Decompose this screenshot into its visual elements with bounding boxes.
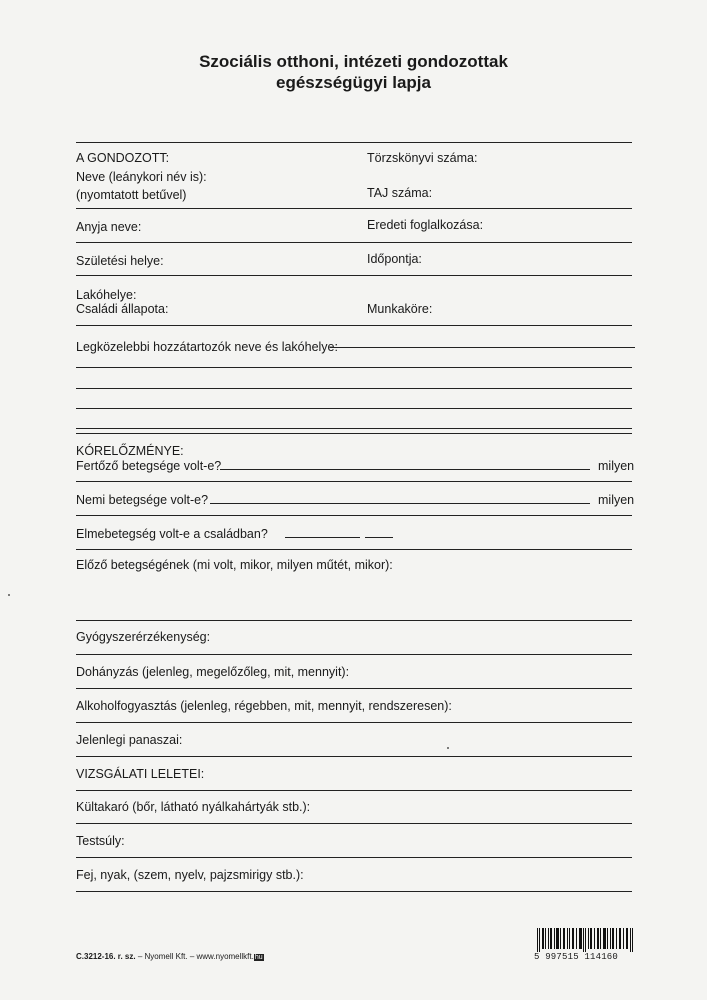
- field-rule: [76, 722, 632, 723]
- previous-illness-label: Előző betegségének (mi volt, mikor, milyen műtét, mikor):: [76, 558, 393, 572]
- field-rule: [76, 325, 632, 326]
- field-rule: [76, 823, 632, 824]
- field-rule: [76, 242, 632, 243]
- venereal-answer-line: [210, 503, 590, 504]
- field-rule: [76, 688, 632, 689]
- domain-tag: hu: [254, 954, 263, 961]
- section-gondozott: A GONDOZOTT:: [76, 151, 170, 165]
- relatives-line: [76, 408, 632, 409]
- mental-answer-line-1: [285, 537, 360, 538]
- mother-name-label: Anyja neve:: [76, 220, 142, 234]
- form-title-line1: Szociális otthoni, intézeti gondozottak: [199, 52, 508, 71]
- field-rule: [76, 481, 632, 482]
- taj-number-label: TAJ száma:: [367, 186, 433, 200]
- smoking-label: Dohányzás (jelenleg, megelőzőleg, mit, mennyit):: [76, 665, 350, 679]
- section-history: KÓRELŐZMÉNYE:: [76, 444, 184, 458]
- infectious-answer-line: [220, 469, 590, 470]
- form-title-line2: egészségügyi lapja: [276, 73, 431, 92]
- scan-speck: [8, 594, 10, 596]
- skin-label: Kültakaró (bőr, látható nyálkahártyák stb.):: [76, 800, 311, 814]
- job-label: Munkaköre:: [367, 302, 433, 316]
- marital-status-label: Családi állapota:: [76, 302, 169, 316]
- field-rule: [76, 790, 632, 791]
- field-rule: [76, 891, 632, 892]
- field-rule: [76, 515, 632, 516]
- section-exam: VIZSGÁLATI LELETEI:: [76, 767, 205, 781]
- occupation-label: Eredeti foglalkozása:: [367, 218, 484, 232]
- relatives-line: [330, 347, 635, 348]
- field-rule: [76, 275, 632, 276]
- birthplace-label: Születési helye:: [76, 254, 164, 268]
- footer-imprint: [76, 952, 264, 961]
- field-rule: [76, 620, 632, 621]
- relatives-line: [76, 367, 632, 368]
- publisher-text: – Nyomell Kft. – www.nyomellkft.: [135, 952, 254, 961]
- mental-illness-label: Elmebetegség volt-e a családban?: [76, 527, 268, 541]
- current-complaints-label: Jelenlegi panaszai:: [76, 733, 183, 747]
- section-rule: [76, 142, 632, 143]
- venereal-disease-label: Nemi betegsége volt-e?: [76, 493, 209, 507]
- birth-date-label: Időpontja:: [367, 252, 422, 266]
- registry-number-label: Törzskönyvi száma:: [367, 151, 478, 165]
- alcohol-label: Alkoholfogyasztás (jelenleg, régebben, mit, mennyit, rendszeresen):: [76, 699, 452, 713]
- drug-sensitivity-label: Gyógyszerérzékenység:: [76, 630, 211, 644]
- field-rule: [76, 549, 632, 550]
- venereal-kind-label: milyen: [598, 493, 635, 507]
- residence-label: Lakóhelye:: [76, 288, 137, 302]
- name-label: Neve (leánykori név is):: [76, 170, 207, 184]
- barcode-icon: [537, 928, 635, 952]
- barcode-number: 5 997515 114160: [534, 952, 619, 962]
- relatives-label: Legközelebbi hozzátartozók neve és lakóhelye:: [76, 340, 338, 354]
- form-code: C.3212-16. r. sz.: [76, 952, 136, 961]
- field-rule: [76, 208, 632, 209]
- body-weight-label: Testsúly:: [76, 834, 125, 848]
- printed-hint-label: (nyomtatott betűvel): [76, 188, 187, 202]
- speck: [447, 747, 449, 749]
- field-rule: [76, 756, 632, 757]
- infectious-kind-label: milyen: [598, 459, 635, 473]
- mental-answer-line-2: [365, 537, 393, 538]
- field-rule: [76, 654, 632, 655]
- relatives-line: [76, 388, 632, 389]
- double-rule-top: [76, 428, 632, 429]
- field-rule: [76, 857, 632, 858]
- infectious-disease-label: Fertőző betegsége volt-e?: [76, 459, 222, 473]
- head-neck-label: Fej, nyak, (szem, nyelv, pajzsmirigy stb.):: [76, 868, 304, 882]
- double-rule-bottom: [76, 433, 632, 434]
